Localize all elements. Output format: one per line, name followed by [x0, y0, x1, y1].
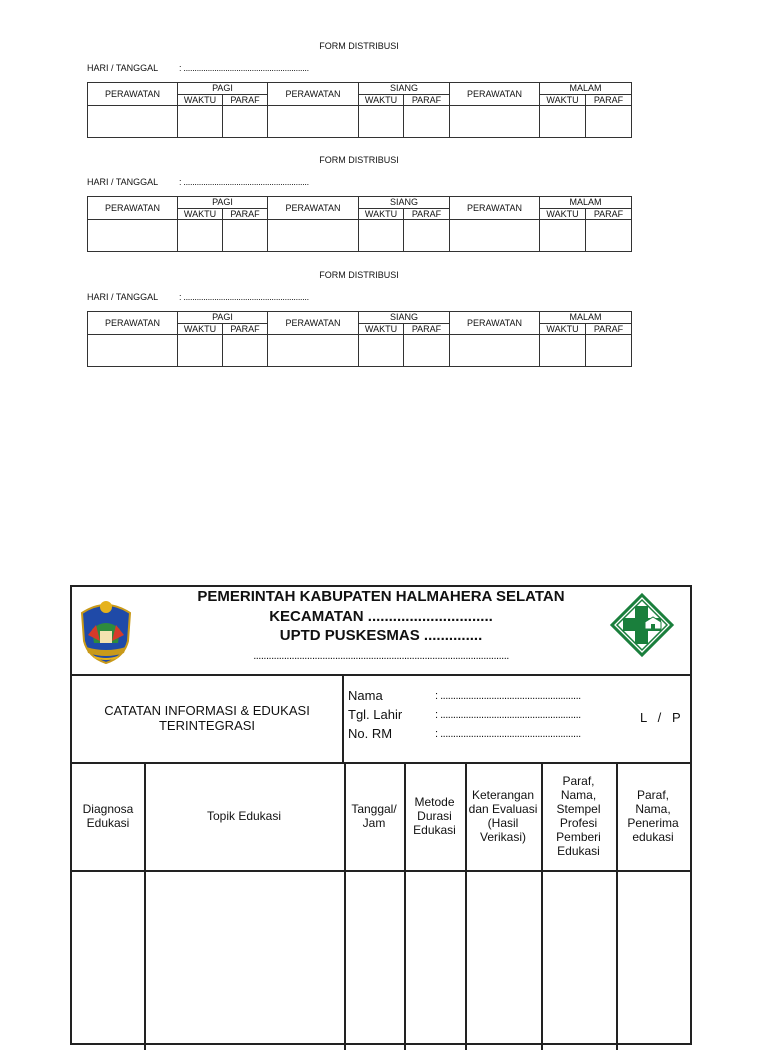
patient-info-section [72, 674, 690, 764]
form-title: FORM DISTRIBUSI [319, 155, 399, 165]
tanggal-cell[interactable] [344, 870, 406, 1050]
perawatan-cell[interactable] [268, 335, 359, 367]
paraf-header: PARAF [223, 323, 268, 335]
metode-cell[interactable] [404, 870, 467, 1050]
form-header [72, 587, 690, 676]
waktu-header: WAKTU [359, 208, 404, 220]
tgl-lahir-field[interactable]: : ....................................................... [435, 709, 581, 721]
col-diagnosa-edukasi: Diagnosa Edukasi [72, 762, 146, 870]
col-paraf-pemberi: Paraf, Nama, Stempel Profesi Pemberi Edukasi [541, 762, 618, 870]
nama-field[interactable]: : ....................................................... [435, 690, 581, 702]
waktu-header: WAKTU [540, 323, 586, 335]
paraf-header: PARAF [404, 208, 450, 220]
shift-header: PAGI [178, 312, 268, 324]
no-rm-label: No. RM [348, 726, 393, 741]
topik-cell[interactable] [144, 870, 346, 1050]
shift-header: SIANG [359, 197, 450, 209]
col-metode-durasi: Metode Durasi Edukasi [404, 762, 467, 870]
perawatan-header: PERAWATAN [450, 197, 540, 220]
diagnosa-cell[interactable] [72, 870, 146, 1050]
waktu-cell[interactable] [359, 106, 404, 138]
tgl-lahir-label: Tgl. Lahir [348, 707, 403, 722]
paraf-header: PARAF [586, 323, 632, 335]
perawatan-cell[interactable] [268, 220, 359, 252]
puskesmas-line: UPTD PUSKESMAS .............. [279, 627, 483, 644]
col-tanggal-jam: Tanggal/ Jam [344, 762, 406, 870]
waktu-cell[interactable] [178, 106, 223, 138]
shift-header: MALAM [540, 83, 632, 95]
cie-form [70, 585, 692, 1045]
government-title: PEMERINTAH KABUPATEN HALMAHERA SELATAN [197, 588, 565, 605]
perawatan-header: PERAWATAN [88, 312, 178, 335]
paraf-cell[interactable] [223, 220, 268, 252]
paraf-cell[interactable] [586, 106, 632, 138]
perawatan-header: PERAWATAN [268, 312, 359, 335]
distribution-table [87, 82, 632, 138]
keterangan-cell[interactable] [465, 870, 543, 1050]
shift-header: SIANG [359, 312, 450, 324]
perawatan-header: PERAWATAN [450, 83, 540, 106]
form-title: CATATAN INFORMASI & EDUKASI TERINTEGRASI [72, 674, 344, 762]
waktu-cell[interactable] [178, 220, 223, 252]
paraf-cell[interactable] [586, 220, 632, 252]
waktu-header: WAKTU [359, 94, 404, 106]
date-label: HARI / TANGGAL [87, 63, 159, 73]
distribution-table [87, 196, 632, 252]
col-keterangan-evaluasi: Keterangan dan Evaluasi (Hasil Verikasi) [465, 762, 543, 870]
puskesmas-cross-logo-icon [609, 592, 675, 658]
form-title: FORM DISTRIBUSI [319, 270, 399, 280]
waktu-cell[interactable] [359, 335, 404, 367]
waktu-header: WAKTU [178, 208, 223, 220]
perawatan-header: PERAWATAN [88, 83, 178, 106]
perawatan-cell[interactable] [450, 106, 540, 138]
perawatan-header: PERAWATAN [268, 83, 359, 106]
paraf-cell[interactable] [404, 220, 450, 252]
perawatan-cell[interactable] [88, 335, 178, 367]
perawatan-cell[interactable] [450, 220, 540, 252]
waktu-header: WAKTU [178, 94, 223, 106]
shift-header: MALAM [540, 197, 632, 209]
address-line: .................................................................................................... [253, 650, 509, 662]
perawatan-cell[interactable] [450, 335, 540, 367]
paraf-cell[interactable] [404, 335, 450, 367]
paraf-cell[interactable] [223, 335, 268, 367]
no-rm-field[interactable]: : ....................................................... [435, 728, 581, 740]
waktu-header: WAKTU [540, 208, 586, 220]
nama-label: Nama [348, 688, 383, 703]
waktu-header: WAKTU [540, 94, 586, 106]
perawatan-cell[interactable] [88, 220, 178, 252]
paraf-header: PARAF [404, 94, 450, 106]
gender-selector[interactable]: L / P [640, 710, 681, 725]
paraf-header: PARAF [223, 208, 268, 220]
date-field[interactable]: : ......................................................... [179, 63, 309, 73]
paraf-header: PARAF [586, 94, 632, 106]
form-title: FORM DISTRIBUSI [319, 41, 399, 51]
date-field[interactable]: : ......................................................... [179, 177, 309, 187]
paraf-cell[interactable] [586, 335, 632, 367]
paraf-cell[interactable] [404, 106, 450, 138]
col-topik-edukasi: Topik Edukasi [144, 762, 346, 870]
col-paraf-penerima: Paraf, Nama, Penerima edukasi [627, 788, 679, 844]
perawatan-cell[interactable] [268, 106, 359, 138]
paraf-header: PARAF [223, 94, 268, 106]
distribution-table [87, 311, 632, 367]
paraf-cell[interactable] [223, 106, 268, 138]
perawatan-header: PERAWATAN [450, 312, 540, 335]
shift-header: PAGI [178, 83, 268, 95]
perawatan-cell[interactable] [88, 106, 178, 138]
paraf-header: PARAF [404, 323, 450, 335]
shift-header: PAGI [178, 197, 268, 209]
date-label: HARI / TANGGAL [87, 292, 159, 302]
date-field[interactable]: : ......................................................... [179, 292, 309, 302]
waktu-cell[interactable] [540, 335, 586, 367]
perawatan-header: PERAWATAN [88, 197, 178, 220]
waktu-header: WAKTU [178, 323, 223, 335]
waktu-cell[interactable] [540, 106, 586, 138]
table-header-row [72, 762, 690, 872]
paraf-pemberi-cell[interactable] [541, 870, 618, 1050]
waktu-cell[interactable] [178, 335, 223, 367]
district-line: KECAMATAN .............................. [269, 608, 493, 625]
waktu-cell[interactable] [540, 220, 586, 252]
waktu-cell[interactable] [359, 220, 404, 252]
perawatan-header: PERAWATAN [268, 197, 359, 220]
shift-header: SIANG [359, 83, 450, 95]
shift-header: MALAM [540, 312, 632, 324]
date-label: HARI / TANGGAL [87, 177, 159, 187]
paraf-header: PARAF [586, 208, 632, 220]
waktu-header: WAKTU [359, 323, 404, 335]
